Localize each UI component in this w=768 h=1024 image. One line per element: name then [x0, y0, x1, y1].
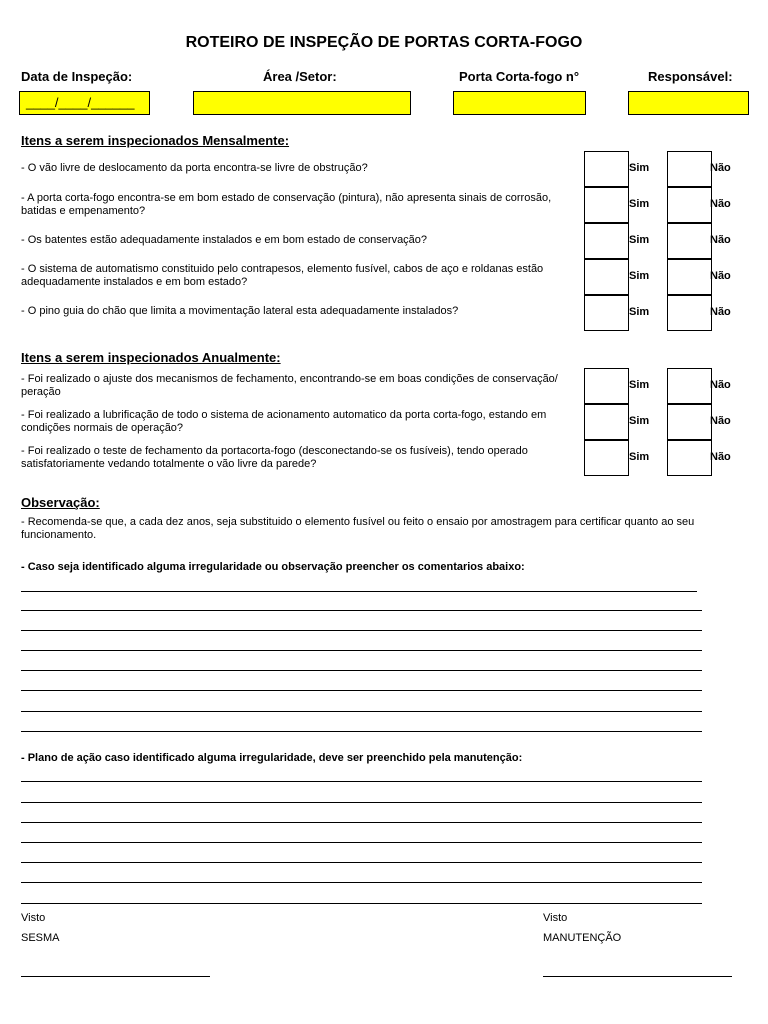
- monthly-3-no-label: Não: [710, 234, 731, 246]
- door-number-label: Porta Corta-fogo n°: [459, 69, 580, 84]
- monthly-4-yes-checkbox[interactable]: [584, 259, 629, 295]
- annual-item-1: - Foi realizado o ajuste dos mecanismos de fechamento, encontrando-se em boas condições de conservação/ peração: [21, 373, 558, 398]
- annual-1-no-checkbox[interactable]: [667, 368, 712, 404]
- action-plan-prompt: - Plano de ação caso identificado alguma irregularidade, deve ser preenchido pela manutenção:: [21, 752, 523, 764]
- right-visto-label: Visto: [543, 912, 568, 924]
- left-visto-label: Visto: [21, 912, 46, 924]
- annual-2-no-label: Não: [710, 415, 731, 427]
- sesma-label: SESMA: [21, 932, 60, 944]
- monthly-1-yes-label: Sim: [629, 162, 650, 174]
- action-plan-line[interactable]: [21, 802, 702, 803]
- sesma-signature-line[interactable]: [21, 976, 210, 977]
- monthly-1-yes-checkbox[interactable]: [584, 151, 629, 187]
- observation-title: Observação:: [21, 495, 100, 510]
- comment-line[interactable]: [21, 711, 702, 712]
- date-label: Data de Inspeção:: [21, 69, 133, 84]
- monthly-4-no-label: Não: [710, 270, 731, 282]
- comment-line[interactable]: [21, 591, 697, 592]
- monthly-item-3: - Os batentes estão adequadamente instalados e em bom estado de conservação?: [21, 234, 428, 246]
- action-plan-line[interactable]: [21, 822, 702, 823]
- monthly-item-2: - A porta corta-fogo encontra-se em bom estado de conservação (pintura), não apresenta sinais de corrosão, batidas e empenamento?: [21, 192, 552, 217]
- maintenance-label: MANUTENÇÃO: [543, 932, 622, 944]
- action-plan-line[interactable]: [21, 903, 702, 904]
- maintenance-signature-line[interactable]: [543, 976, 732, 977]
- monthly-2-no-checkbox[interactable]: [667, 187, 712, 223]
- monthly-3-yes-label: Sim: [629, 234, 650, 246]
- annual-3-yes-checkbox[interactable]: [584, 440, 629, 476]
- comments-prompt: - Caso seja identificado alguma irregularidade ou observação preencher os comentarios abaixo:: [21, 561, 525, 573]
- comment-line[interactable]: [21, 630, 702, 631]
- monthly-3-no-checkbox[interactable]: [667, 223, 712, 259]
- responsible-field[interactable]: [628, 91, 749, 115]
- annual-2-no-checkbox[interactable]: [667, 404, 712, 440]
- monthly-5-no-checkbox[interactable]: [667, 295, 712, 331]
- monthly-3-yes-checkbox[interactable]: [584, 223, 629, 259]
- comment-line[interactable]: [21, 650, 702, 651]
- observation-text: - Recomenda-se que, a cada dez anos, seja substituido o elemento fusível ou feito o ensaio por amostragem para certificar quanto ao seu funcionamento.: [21, 516, 695, 541]
- monthly-2-yes-checkbox[interactable]: [584, 187, 629, 223]
- annual-section-title: Itens a serem inspecionados Anualmente:: [21, 350, 281, 365]
- monthly-1-no-label: Não: [710, 162, 731, 174]
- comment-line[interactable]: [21, 610, 702, 611]
- monthly-section-title: Itens a serem inspecionados Mensalmente:: [21, 133, 290, 148]
- inspection-date-field[interactable]: ____/____/______: [19, 91, 150, 115]
- responsible-label: Responsável:: [648, 69, 733, 84]
- monthly-5-no-label: Não: [710, 306, 731, 318]
- monthly-4-yes-label: Sim: [629, 270, 650, 282]
- annual-1-yes-label: Sim: [629, 379, 650, 391]
- door-number-field[interactable]: [453, 91, 586, 115]
- action-plan-line[interactable]: [21, 862, 702, 863]
- annual-2-yes-checkbox[interactable]: [584, 404, 629, 440]
- annual-1-yes-checkbox[interactable]: [584, 368, 629, 404]
- action-plan-line[interactable]: [21, 882, 702, 883]
- annual-item-3: - Foi realizado o teste de fechamento da portacorta-fogo (desconectando-se os fusíveis), tendo operado satisfatoriamente vedando totalmente o vão livre da parede?: [21, 445, 528, 470]
- monthly-item-5: - O pino guia do chão que limita a movimentação lateral esta adequadamente instalados?: [21, 305, 459, 317]
- monthly-2-yes-label: Sim: [629, 198, 650, 210]
- annual-3-no-label: Não: [710, 451, 731, 463]
- comment-line[interactable]: [21, 731, 702, 732]
- annual-item-2: - Foi realizado a lubrificação de todo o sistema de acionamento automatico da porta corta-fogo, estando em condições normais de operação?: [21, 409, 547, 434]
- annual-2-yes-label: Sim: [629, 415, 650, 427]
- comment-line[interactable]: [21, 690, 702, 691]
- annual-1-no-label: Não: [710, 379, 731, 391]
- action-plan-line[interactable]: [21, 781, 702, 782]
- action-plan-line[interactable]: [21, 842, 702, 843]
- monthly-1-no-checkbox[interactable]: [667, 151, 712, 187]
- area-sector-field[interactable]: [193, 91, 411, 115]
- page-title: ROTEIRO DE INSPEÇÃO DE PORTAS CORTA-FOGO: [185, 34, 583, 51]
- annual-3-no-checkbox[interactable]: [667, 440, 712, 476]
- monthly-5-yes-checkbox[interactable]: [584, 295, 629, 331]
- monthly-5-yes-label: Sim: [629, 306, 650, 318]
- comment-line[interactable]: [21, 670, 702, 671]
- area-label: Área /Setor:: [263, 69, 337, 84]
- annual-3-yes-label: Sim: [629, 451, 650, 463]
- monthly-item-1: - O vão livre de deslocamento da porta encontra-se livre de obstrução?: [21, 162, 368, 174]
- monthly-item-4: - O sistema de automatismo constituido pelo contrapesos, elemento fusível, cabos de aço e roldanas estão adequadamente instalados e em bom estado?: [21, 263, 544, 288]
- monthly-2-no-label: Não: [710, 198, 731, 210]
- monthly-4-no-checkbox[interactable]: [667, 259, 712, 295]
